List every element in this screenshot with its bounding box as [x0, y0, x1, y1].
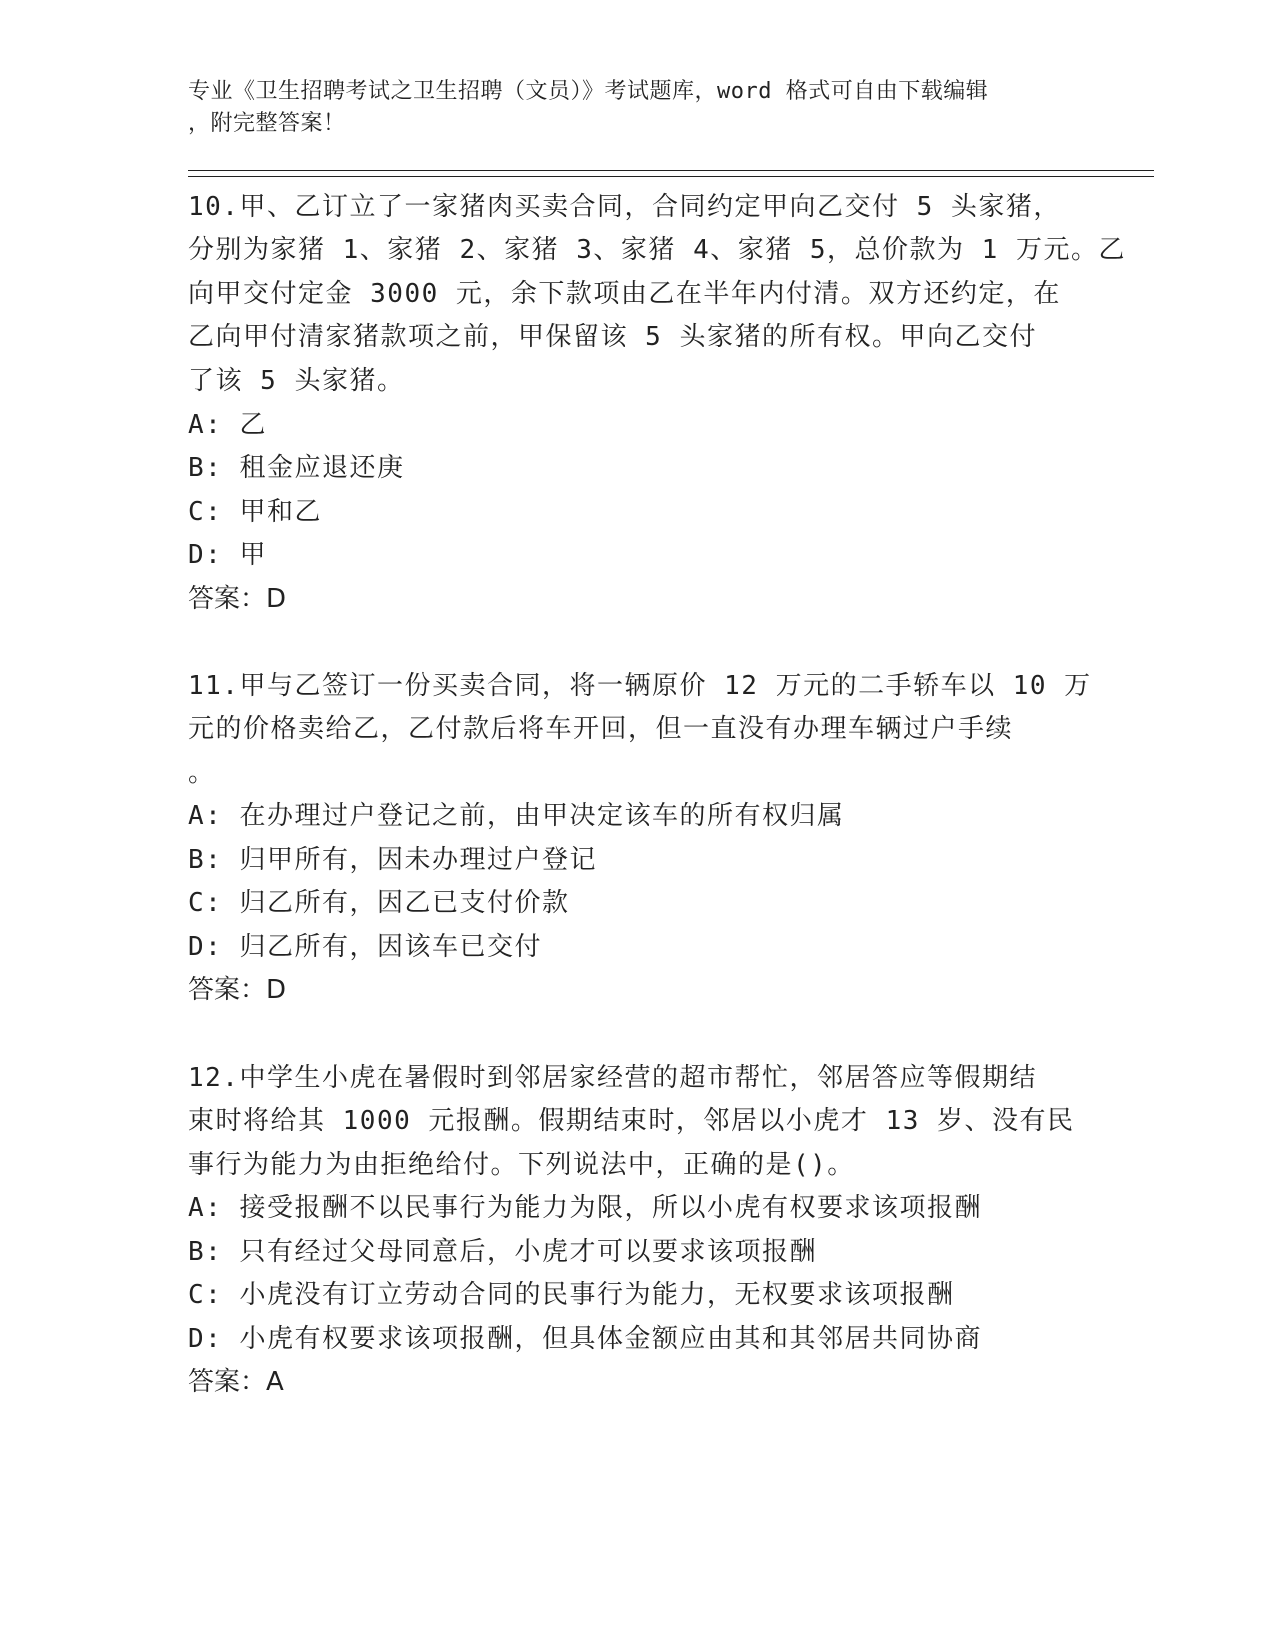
question-text-line: 事行为能力为由拒绝给付。下列说法中，正确的是()。: [188, 1150, 855, 1180]
header-line-1: 专业《卫生招聘考试之卫生招聘（文员）》考试题库，word 格式可自由下载编辑: [188, 79, 989, 104]
option-b: B: 只有经过父母同意后，小虎才可以要求该项报酬: [188, 1237, 817, 1267]
option-a: A: 在办理过户登记之前，由甲决定该车的所有权归属: [188, 801, 845, 831]
answer: 答案：D: [188, 975, 287, 1005]
option-c: C: 归乙所有，因乙已支付价款: [188, 888, 570, 918]
question-text-line: 了该 5 头家猪。: [188, 366, 405, 396]
option-a: A: 接受报酬不以民事行为能力为限，所以小虎有权要求该项报酬: [188, 1193, 982, 1223]
answer: 答案：D: [188, 584, 287, 614]
question-text-line: 向甲交付定金 3000 元，余下款项由乙在半年内付清。双方还约定，在: [188, 279, 1061, 309]
option-d: D: 小虎有权要求该项报酬，但具体金额应由其和其邻居共同协商: [188, 1324, 982, 1354]
question-text-line: 分别为家猪 1、家猪 2、家猪 3、家猪 4、家猪 5，总价款为 1 万元。乙: [188, 235, 1126, 265]
option-c: C: 甲和乙: [188, 497, 322, 527]
question-text-line: 。: [188, 758, 216, 788]
option-d: D: 归乙所有，因该车已交付: [188, 932, 542, 962]
header-rule-bottom: [188, 176, 1154, 177]
question-text-line: 束时将给其 1000 元报酬。假期结束时，邻居以小虎才 13 岁、没有民: [188, 1106, 1075, 1136]
answer: 答案：A: [188, 1367, 284, 1397]
question-text-line: 12.中学生小虎在暑假时到邻居家经营的超市帮忙，邻居答应等假期结: [188, 1063, 1037, 1093]
option-c: C: 小虎没有订立劳动合同的民事行为能力，无权要求该项报酬: [188, 1280, 955, 1310]
option-b: B: 租金应退还庚: [188, 453, 405, 483]
question-text-line: 11.甲与乙签订一份买卖合同，将一辆原价 12 万元的二手轿车以 10 万: [188, 671, 1092, 701]
option-b: B: 归甲所有，因未办理过户登记: [188, 845, 597, 875]
option-d: D: 甲: [188, 540, 267, 570]
question-text-line: 元的价格卖给乙，乙付款后将车开回，但一直没有办理车辆过户手续: [188, 714, 1014, 744]
header-rule-top: [188, 170, 1154, 171]
question-text-line: 乙向甲付清家猪款项之前，甲保留该 5 头家猪的所有权。甲向乙交付: [188, 322, 1037, 352]
option-a: A: 乙: [188, 410, 267, 440]
question-text-line: 10.甲、乙订立了一家猪肉买卖合同，合同约定甲向乙交付 5 头家猪，: [188, 192, 1061, 222]
header-line-2: ，附完整答案！: [188, 111, 346, 136]
